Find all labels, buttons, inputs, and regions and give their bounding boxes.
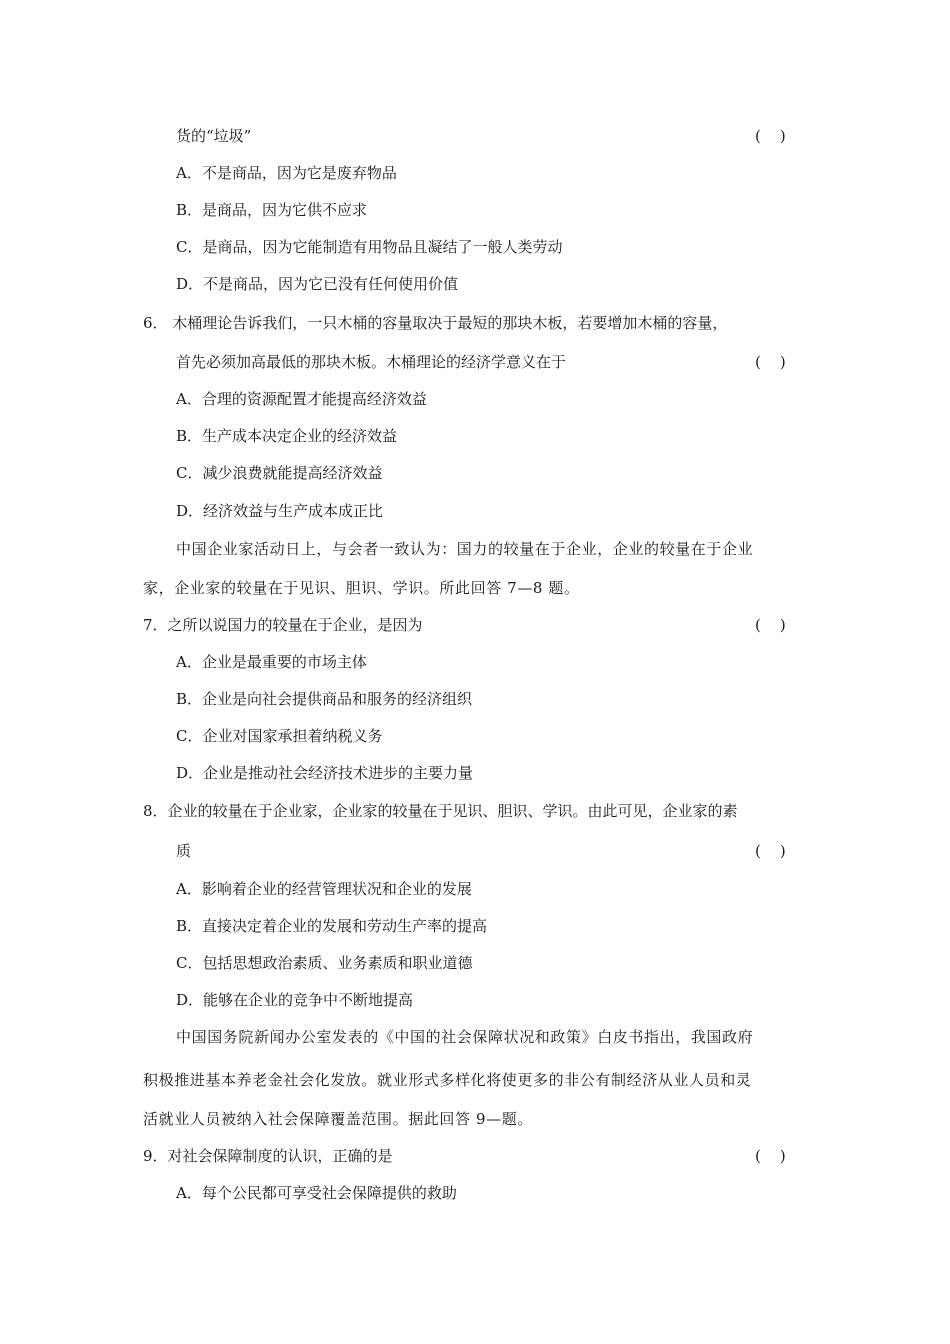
q7-option-c: C．企业对国家承担着纳税义务	[176, 727, 383, 745]
q7-option-d: D．企业是推动社会经济技术进步的主要力量	[176, 764, 474, 782]
q8-option-c: C．包括思想政治素质、业务素质和职业道德	[176, 954, 473, 972]
q7-answer-paren: ( )	[755, 616, 786, 634]
q6-option-d: D．经济效益与生产成本成正比	[176, 502, 384, 520]
q8-stem-line2: 质	[176, 842, 192, 860]
q6-option-c: C．减少浪费就能提高经济效益	[176, 464, 383, 482]
q6-stem-line2: 首先必须加高最低的那块木板。木桶理论的经济学意义在于	[176, 353, 567, 371]
q7-option-b: B．企业是向社会提供商品和服务的经济组织	[176, 690, 473, 708]
q6-option-b: B．生产成本决定企业的经济效益	[176, 427, 398, 445]
q8-option-d: D．能够在企业的竞争中不断地提高	[176, 991, 414, 1009]
q5-answer-paren: ( )	[755, 127, 786, 145]
q5-option-c: C．是商品，因为它能制造有用物品且凝结了一般人类劳动	[176, 238, 563, 256]
q6-stem-line1: 6． 木桶理论告诉我们，一只木桶的容量取决于最短的那块木板，若要增加木桶的容量，	[143, 314, 728, 332]
q8-stem-line1: 8．企业的较量在于企业家，企业家的较量在于见识、胆识、学识。由此可见，企业家的素	[143, 802, 738, 820]
q8-option-a: A．影响着企业的经营管理状况和企业的发展	[176, 880, 472, 898]
q9-stem: 9．对社会保障制度的认识，正确的是	[143, 1147, 393, 1165]
q9-option-a: A．每个公民都可享受社会保障提供的救助	[176, 1184, 457, 1202]
q6-answer-paren: ( )	[755, 353, 786, 371]
passage2-line2: 积极推进基本养老金社会化发放。就业形式多样化将使更多的非公有制经济从业人员和灵	[143, 1071, 752, 1089]
passage2-line1: 中国国务院新闻办公室发表的《中国的社会保障状况和政策》白皮书指出，我国政府	[176, 1028, 754, 1046]
q6-option-a: A．合理的资源配置才能提高经济效益	[176, 390, 427, 408]
q5-option-b: B．是商品，因为它供不应求	[176, 201, 368, 219]
q5-option-a: A．不是商品，因为它是废弃物品	[176, 164, 397, 182]
passage1-line2: 家，企业家的较量在于见识、胆识、学识。所此回答 7—8 题。	[143, 579, 580, 597]
q7-stem: 7．之所以说国力的较量在于企业，是因为	[143, 616, 423, 634]
passage1-line1: 中国企业家活动日上，与会者一致认为：国力的较量在于企业，企业的较量在于企业	[176, 540, 754, 558]
q8-answer-paren: ( )	[755, 842, 786, 860]
q8-option-b: B．直接决定着企业的发展和劳动生产率的提高	[176, 917, 488, 935]
q7-option-a: A．企业是最重要的市场主体	[176, 653, 367, 671]
passage2-line3: 活就业人员被纳入社会保障覆盖范围。据此回答 9—题。	[143, 1110, 533, 1128]
q9-answer-paren: ( )	[755, 1147, 786, 1165]
q5-stem-continuation: 货的“垃圾”	[176, 127, 252, 145]
q5-option-d: D．不是商品，因为它已没有任何使用价值	[176, 275, 459, 293]
